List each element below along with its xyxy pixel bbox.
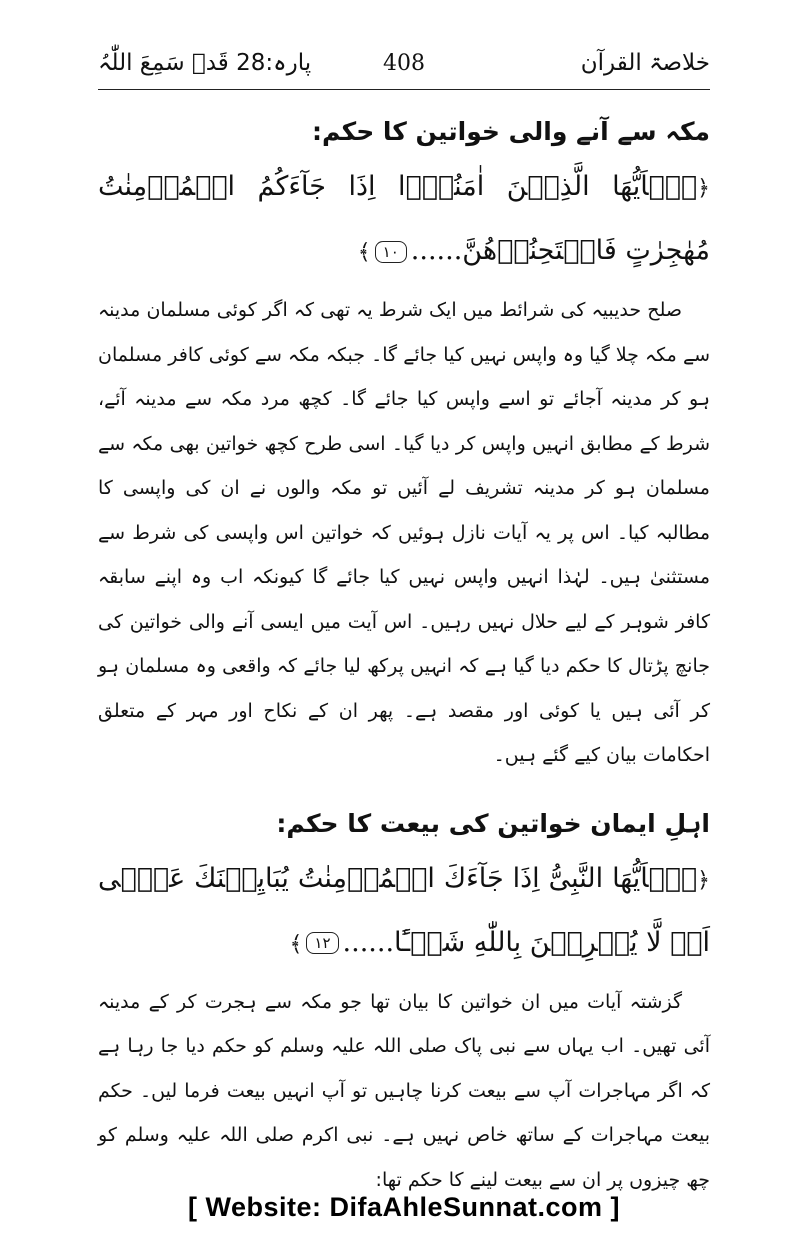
juz-number: پارہ:28 xyxy=(236,50,312,76)
page-header xyxy=(98,42,710,84)
verse-ellipsis: ...... xyxy=(410,235,463,266)
quran-verse-10 xyxy=(98,156,710,284)
verse-number-badge: ۱۰ xyxy=(375,241,407,263)
section-paragraph: گزشتہ آیات میں ان خواتین کا بیان تھا جو مکہ سے ہجرت کر کے مدینہ آئی تھیں۔ اب یہاں سے نبی پاک صلی اللہ علیہ وسلم کو حکم دیا جا رہا ہے کہ اگر مہاجرات آپ سے بیعت کرنا چاہیں تو آپ انہیں بیعت فرما لیں۔ حکم بیعت مہاجرات کے ساتھ خاص نہیں ہے۔ نبی اکرم صلی اللہ علیہ وسلم کو چھ چیزوں پر ان سے بیعت لینے کا حکم تھا: xyxy=(98,990,710,1191)
book-title: خلاصۃ القرآن xyxy=(580,50,710,76)
verse-number-badge: ۱۲ xyxy=(306,932,338,954)
juz-name: قَدۡ سَمِعَ اللّٰہُ xyxy=(98,50,229,76)
verse-open-bracket: ﴿ xyxy=(697,176,710,201)
verse-text: یٰۤاَیُّهَا الَّذِیۡنَ اٰمَنُوۡۤا اِذَا جَآءَكُمُ الۡمُؤۡمِنٰتُ مُهٰجِرٰتٍ فَامۡتَحِنُوۡهُنَّ xyxy=(98,171,710,266)
verse-ellipsis: ...... xyxy=(342,926,395,958)
website-footer: [ Website: DifaAhleSunnat.com ] xyxy=(187,1192,621,1222)
section-heading-womens-pledge: اہلِ ایمان خواتین کی بیعت کا حکم: xyxy=(276,808,710,838)
juz-label xyxy=(98,50,311,76)
section-paragraph: صلح حدیبیہ کی شرائط میں ایک شرط یہ تھی کہ اگر کوئی مسلمان مدینہ سے مکہ چلا گیا وہ واپس نہیں کیا جائے گا۔ جبکہ مکہ سے کوئی کافر مسلمان ہو کر مدینہ آجائے تو اسے واپس کیا جائے گا۔ کچھ مرد مکہ سے مدینہ آئے، شرط کے مطابق انہیں واپس کر دیا گیا۔ اسی طرح کچھ خواتین بھی مکہ سے مسلمان ہو کر مدینہ تشریف لے آئیں تو مکہ والوں نے ان کی واپسی کا مطالبہ کیا۔ اس پر یہ آیات نازل ہوئیں کہ خواتین اس واپسی کی شرط سے مستثنیٰ ہیں۔ لہٰذا انہیں واپس نہیں کیا جائے گا کیونکہ اب وہ اپنے سابقہ کافر شوہر کے لیے حلال نہیں رہیں۔ اس آیت میں ایسی آنے والی خواتین کی جانچ پڑتال کا حکم دیا گیا ہے کہ انہیں پرکھ لیا جائے کہ واقعی وہ مسلمان ہو کر آئی ہیں یا کوئی اور مقصد ہے۔ پھر ان کے نکاح اور مہر کے متعلق احکامات بیان کیے گئے ہیں۔ xyxy=(98,299,710,766)
section-heading-women-from-makkah: مکہ سے آنے والی خواتین کا حکم: xyxy=(312,117,710,146)
verse-close-bracket: ﴾ xyxy=(289,931,303,957)
page-content xyxy=(98,100,710,1202)
verse-close-bracket: ﴾ xyxy=(357,240,371,265)
quran-verse-12 xyxy=(98,848,710,976)
verse-open-bracket: ﴿ xyxy=(697,867,710,893)
header-divider xyxy=(98,89,710,90)
page-number: 408 xyxy=(383,50,425,76)
verse-text: یٰۤاَیُّهَا النَّبِیُّ اِذَا جَآءَكَ الۡمُؤۡمِنٰتُ یُبَایِعۡنَكَ عَلٰۤی اَنۡ لَّا یُشۡرِكۡنَ بِاللّٰهِ شَیۡـًٔا xyxy=(98,862,710,958)
